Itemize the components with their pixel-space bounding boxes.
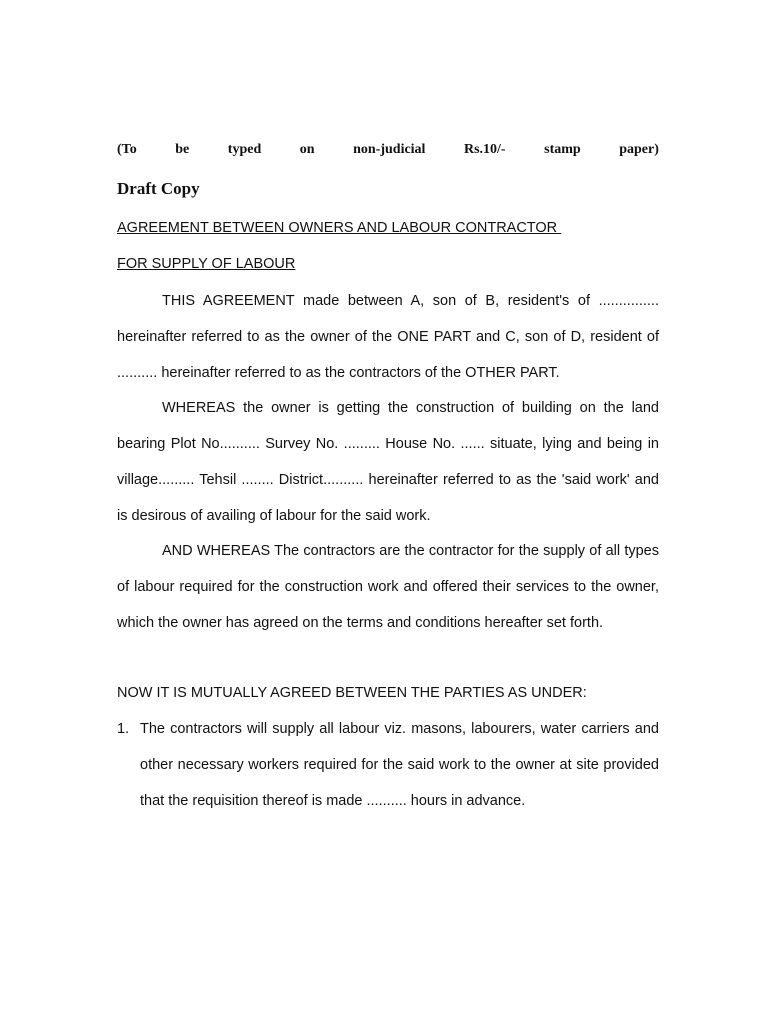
clause-text: The contractors will supply all labour viz. masons, labourers, water carriers and other necessary workers required for the said work to the owner at site provided that the requisition thereof is made .......... hours in advance. <box>140 721 659 809</box>
stamp-note-word: be <box>175 142 190 157</box>
stamp-note-word: (To <box>117 142 137 157</box>
agreement-heading: AGREEMENT BETWEEN OWNERS AND LABOUR CONTRACTOR <box>117 220 562 236</box>
agreement-subheading: FOR SUPPLY OF LABOUR <box>117 256 296 272</box>
stamp-paper-note <box>117 140 659 160</box>
draft-copy-title: Draft Copy <box>117 179 200 198</box>
stamp-note-word: paper) <box>619 142 659 157</box>
stamp-note-word: on <box>299 142 315 157</box>
agreement-paragraph-parties: THIS AGREEMENT made between A, son of B, resident's of ............... hereinafter referred to as the owner of the ONE PART and C, son of D, resident of .......... hereinafter referred to as the contractors of the OTHER PART. <box>117 293 659 381</box>
stamp-note-word: typed <box>227 142 262 157</box>
clause-item <box>117 711 659 819</box>
agreement-paragraph-whereas-contractor: AND WHEREAS The contractors are the contractor for the supply of all types of labour required for the construction work and offered their services to the owner, which the owner has agreed on the terms and conditions hereafter set forth. <box>117 543 659 631</box>
mutual-agreement-heading: NOW IT IS MUTUALLY AGREED BETWEEN THE PARTIES AS UNDER: <box>117 685 587 701</box>
stamp-note-word: Rs.10/- <box>463 142 506 157</box>
stamp-note-word: non-judicial <box>353 142 426 157</box>
clause-number: 1. <box>117 721 130 737</box>
stamp-note-word: stamp <box>544 142 581 157</box>
document-page <box>117 0 659 1024</box>
agreement-paragraph-whereas-owner: WHEREAS the owner is getting the construction of building on the land bearing Plot No.......... Survey No. ......... House No. ...... situate, lying and being in village......... Tehsil ........ District.......... hereinafter referred to as the 'said work' and is desirous of availing of labour for the said work. <box>117 400 659 524</box>
